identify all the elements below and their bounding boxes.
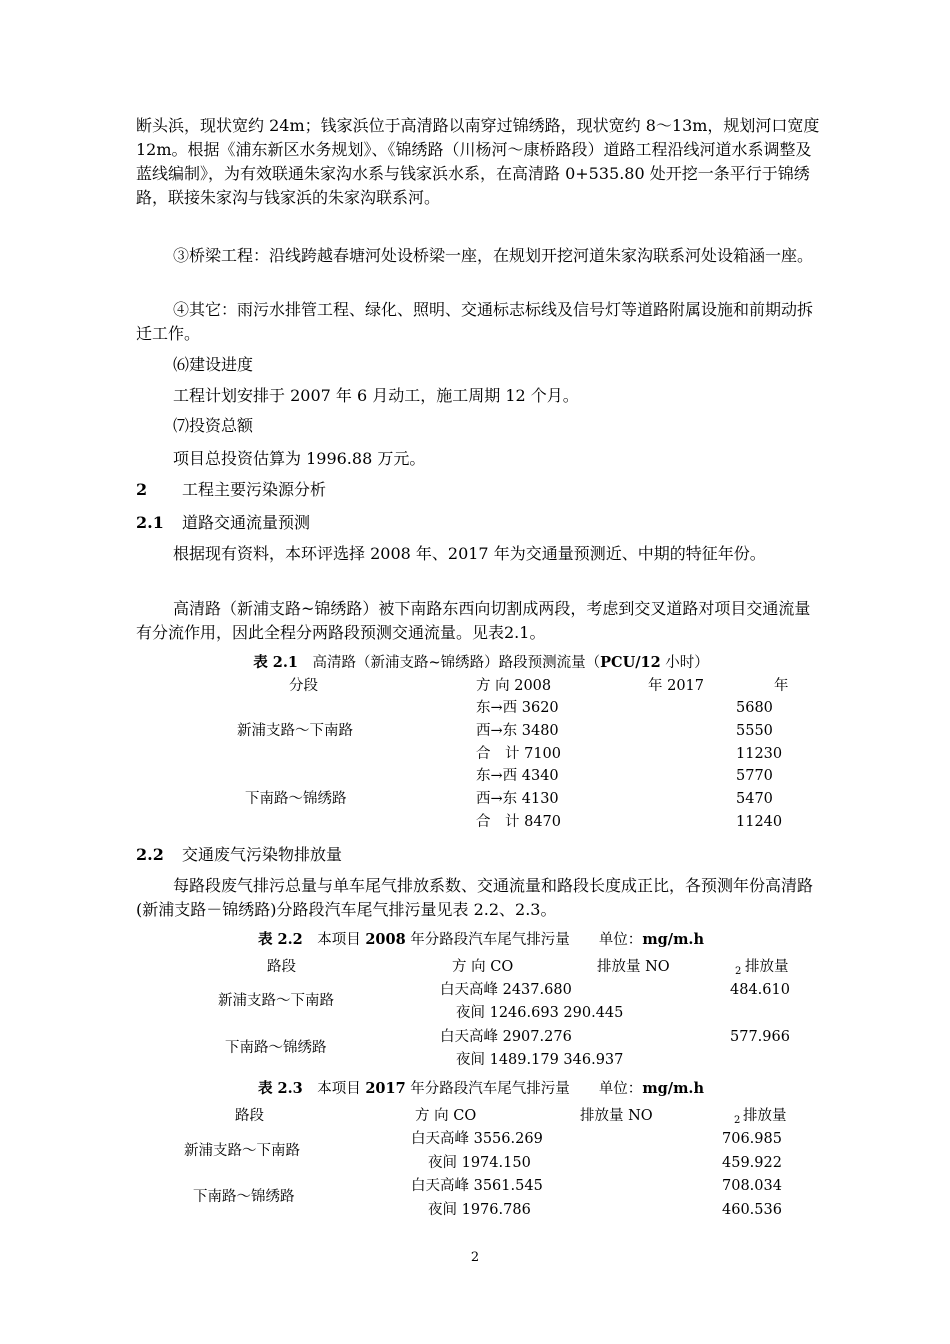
heading-number: 2.1 [136, 513, 164, 532]
table-row-value: 5770 [736, 768, 773, 784]
table-2-2-caption [136, 930, 826, 950]
table-row-value: 5550 [736, 723, 773, 739]
table-row-direction: 白天高峰 3556.269 [411, 1131, 543, 1147]
caption-tail: 年分路段汽车尾气排污量 [405, 1081, 570, 1097]
table-2-3-caption [136, 1079, 826, 1099]
paragraph-schedule-title: ⑹建设进度 [173, 355, 254, 374]
table-row-value: 577.966 [730, 1029, 790, 1045]
table-2-1-header-year: 年 [774, 678, 789, 694]
table-row-value: 459.922 [722, 1155, 782, 1171]
caption-tail: 年分路段汽车尾气排污量 [405, 932, 570, 948]
heading-number: 2.2 [136, 845, 164, 864]
caption-text: 高清路（新浦支路~锦绣路）路段预测流量（ [312, 655, 601, 671]
table-2-2-segment-1: 新浦支路～下南路 [218, 993, 334, 1009]
caption-number: 表 2.3 [257, 1080, 303, 1097]
table-row-direction: 西→东 3480 [476, 723, 559, 739]
caption-number: 表 2.1 [253, 654, 298, 671]
table-2-3-segment-1: 新浦支路～下南路 [184, 1143, 300, 1159]
table-2-2-header-amount: 排放量 [745, 959, 789, 975]
paragraph-investment: 项目总投资估算为 1996.88 万元。 [173, 449, 426, 468]
table-row-value: 5680 [736, 700, 773, 716]
caption-text: 本项目 [317, 932, 366, 948]
table-2-3-segment-2: 下南路～锦绣路 [193, 1189, 295, 1205]
table-2-1-header-direction: 方 向 2008 [476, 678, 552, 694]
table-2-2-header-segment: 路段 [267, 959, 296, 975]
table-row-direction: 东→西 4340 [476, 768, 559, 784]
caption-year: 2008 [365, 931, 406, 948]
paragraph-road-segments: 高清路（新浦支路~锦绣路）被下南路东西向切割成两段，考虑到交叉道路对项目交通流量有分流作用，因此全程分两路段预测交通流量。见表2.1。 [136, 599, 811, 642]
caption-unit-value: mg/m.h [642, 1080, 705, 1097]
table-row-value: 706.985 [722, 1131, 782, 1147]
caption-unit-label: 单位： [598, 1081, 643, 1097]
paragraph-emission-intro: 每路段废气排污总量与单车尾气排放系数、交通流量和路段长度成正比，各预测年份高清路(新浦支路－锦绣路)分路段汽车尾气排污量见表 2.2、2.3。 [136, 876, 814, 919]
heading-text: 交通废气污染物排放量 [182, 845, 343, 864]
caption-unit-value: mg/m.h [642, 931, 705, 948]
table-row-value: 708.034 [722, 1178, 782, 1194]
table-row-direction: 夜间 1976.786 [428, 1202, 531, 1218]
table-2-2-segment-2: 下南路～锦绣路 [225, 1040, 327, 1056]
table-2-1-segment-2: 下南路～锦绣路 [245, 791, 347, 807]
table-row-direction: 白天高峰 2437.680 [440, 982, 572, 998]
paragraph-schedule: 工程计划安排于 2007 年 6 月动工，施工周期 12 个月。 [173, 386, 579, 405]
table-2-2-header-subscript: 2 [735, 966, 742, 977]
table-row-direction: 白天高峰 3561.545 [411, 1178, 543, 1194]
table-row-value: 5470 [736, 791, 773, 807]
table-2-3-header-no: 排放量 NO [580, 1108, 653, 1124]
heading-text: 工程主要污染源分析 [182, 480, 327, 499]
table-2-1-caption [136, 653, 826, 673]
table-row-direction: 合 计 7100 [476, 746, 562, 762]
table-2-3-header-segment: 路段 [235, 1108, 264, 1124]
caption-text: 本项目 [317, 1081, 366, 1097]
caption-unit: PCU/12 [600, 654, 661, 671]
table-row-value: 11230 [736, 746, 783, 762]
caption-tail: 小时） [660, 655, 709, 671]
page-number: 2 [470, 1250, 480, 1265]
heading-section-2-2 [136, 843, 342, 867]
table-2-1-header-segment: 分段 [289, 678, 318, 694]
table-row-direction: 合 计 8470 [476, 814, 562, 830]
table-row-direction: 东→西 3620 [476, 700, 559, 716]
heading-number: 2 [136, 480, 148, 499]
heading-section-2 [136, 478, 326, 502]
paragraph-investment-title: ⑺投资总额 [173, 416, 254, 435]
table-2-2-header-no: 排放量 NO [597, 959, 670, 975]
table-row-direction: 夜间 1974.150 [428, 1155, 531, 1171]
table-2-1-header-2017: 年 2017 [648, 678, 705, 694]
table-row-direction: 夜间 1246.693 290.445 [456, 1005, 624, 1021]
caption-unit-label: 单位： [598, 932, 643, 948]
heading-section-2-1 [136, 511, 310, 535]
caption-number: 表 2.2 [257, 931, 303, 948]
table-row-direction: 白天高峰 2907.276 [440, 1029, 572, 1045]
caption-year: 2017 [365, 1080, 406, 1097]
heading-text: 道路交通流量预测 [182, 513, 311, 532]
table-row-direction: 西→东 4130 [476, 791, 559, 807]
paragraph-other-works: ④其它：雨污水排管工程、绿化、照明、交通标志标线及信号灯等道路附属设施和前期动拆迁工作。 [136, 300, 814, 343]
table-row-value: 11240 [736, 814, 783, 830]
table-row-value: 460.536 [722, 1202, 782, 1218]
table-row-direction: 夜间 1489.179 346.937 [456, 1052, 624, 1068]
table-2-1-segment-1: 新浦支路～下南路 [237, 723, 353, 739]
table-2-2-header-direction: 方 向 CO [452, 959, 514, 975]
paragraph-bridge-works: ③桥梁工程：沿线跨越春塘河处设桥梁一座，在规划开挖河道朱家沟联系河处设箱涵一座。 [173, 246, 814, 265]
table-2-3-header-subscript: 2 [734, 1115, 741, 1126]
paragraph-forecast-years: 根据现有资料，本环评选择 2008 年、2017 年为交通量预测近、中期的特征年份。 [173, 544, 766, 563]
table-2-3-header-amount: 排放量 [743, 1108, 787, 1124]
table-2-3-header-direction: 方 向 CO [415, 1108, 477, 1124]
table-row-value: 484.610 [730, 982, 790, 998]
paragraph-river-description: 断头浜，现状宽约 24m；钱家浜位于高清路以南穿过锦绣路，现状宽约 8～13m，规划河口宽度 12m。根据《浦东新区水务规划》、《锦绣路（川杨河～康桥路段）道路工程沿线河道水系调整及蓝线编制》，为有效联通朱家沟水系与钱家浜水系，在高清路 0+535.80 处开挖一条平行于锦绣路，联接朱家沟与钱家浜的朱家沟联系河。 [136, 116, 820, 207]
